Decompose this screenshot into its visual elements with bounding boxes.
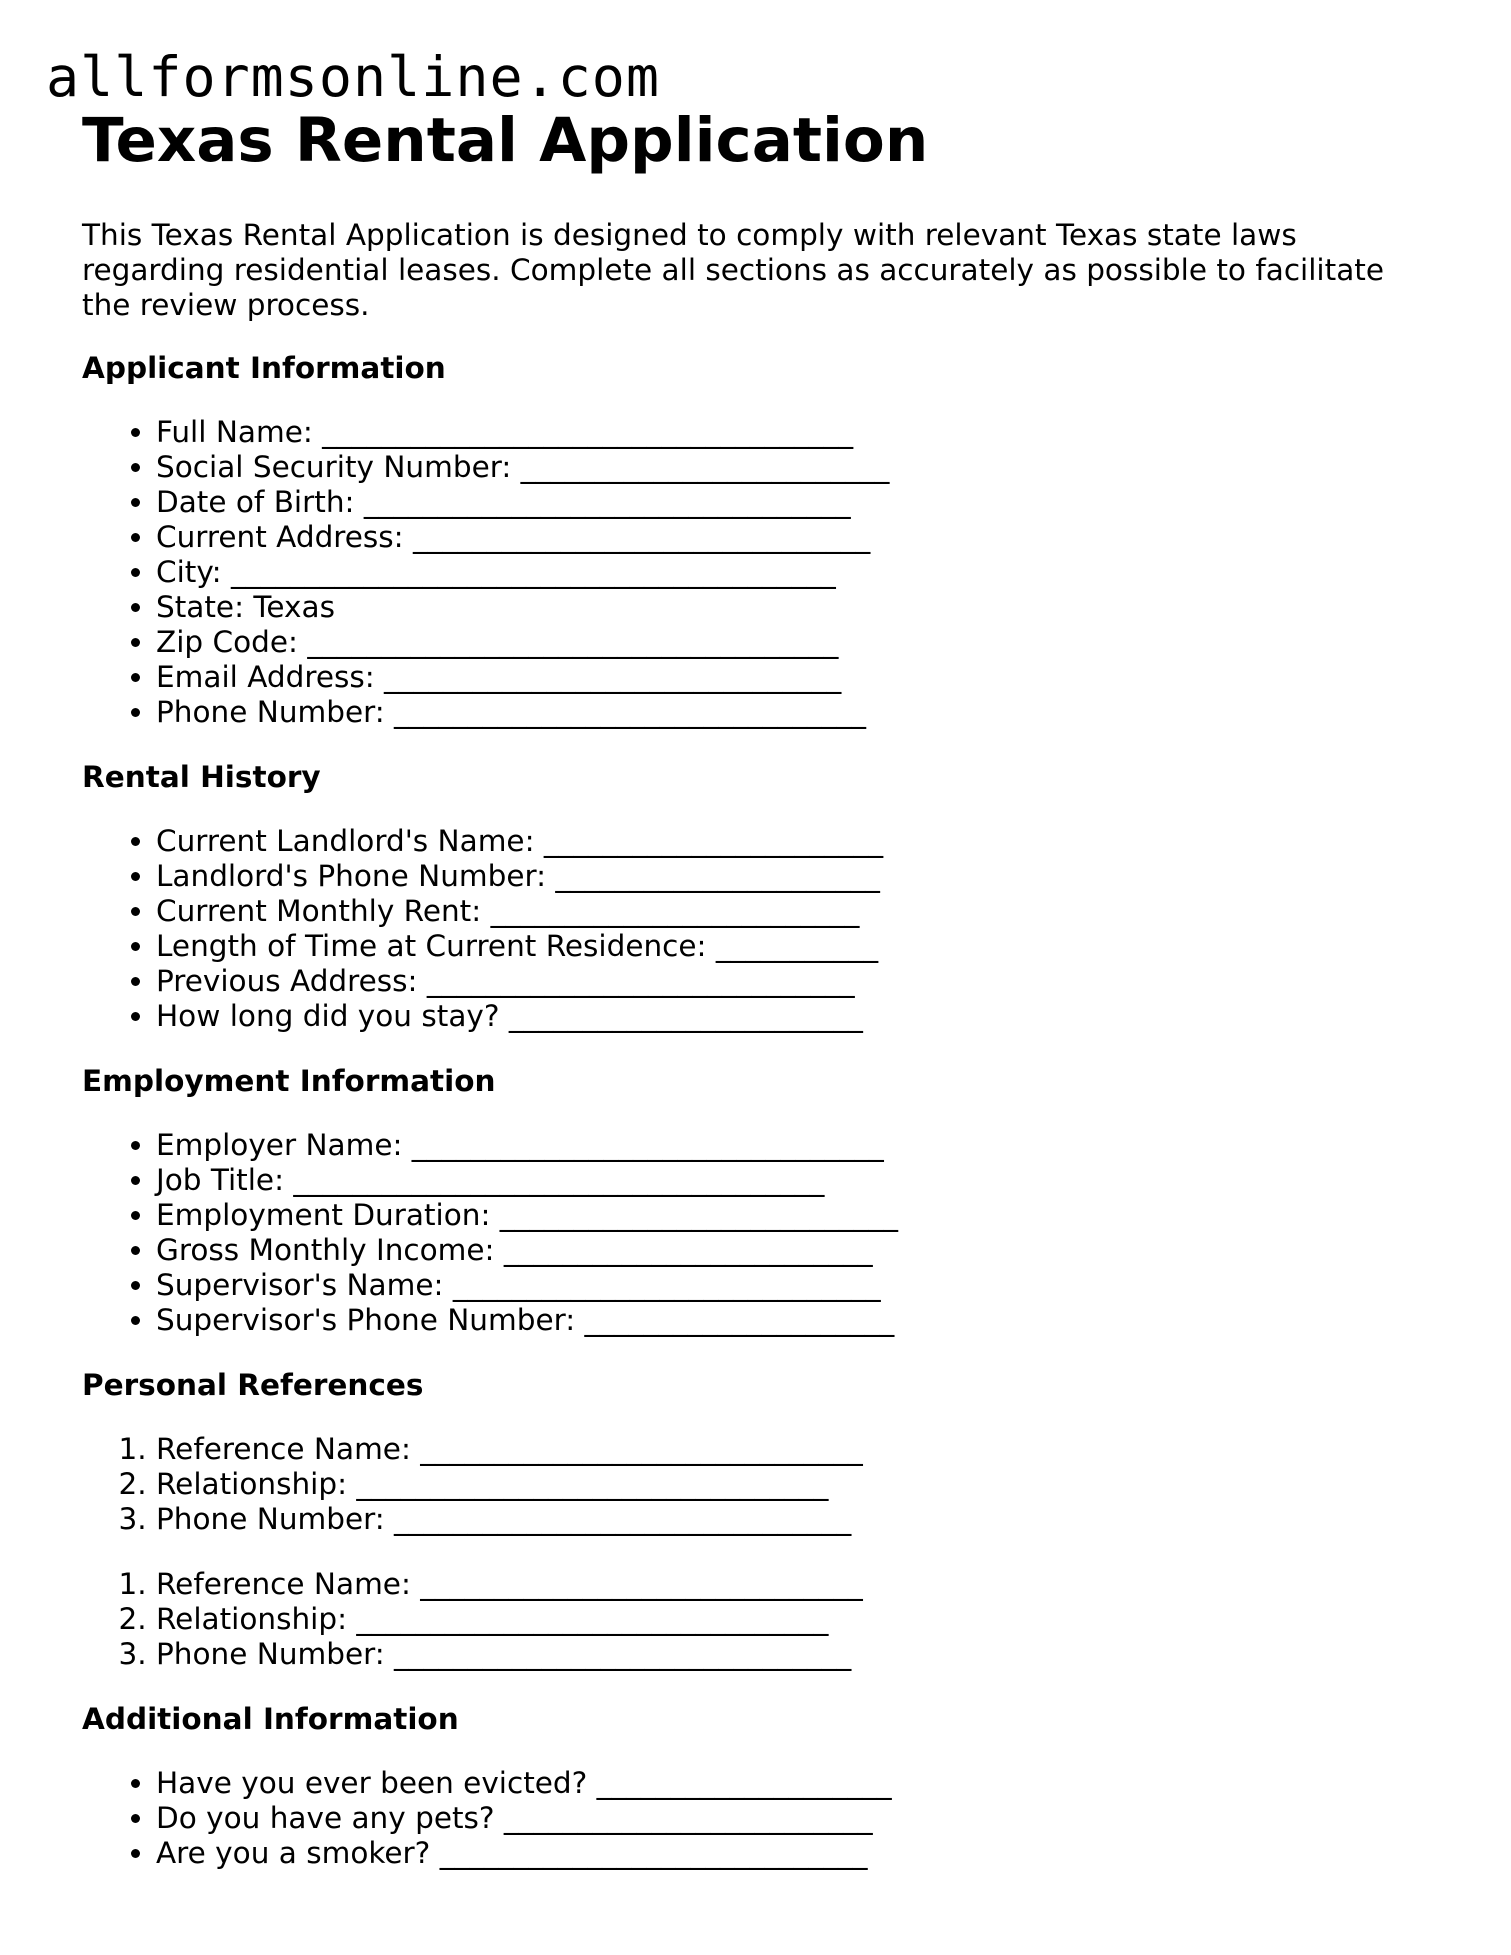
field-social-security-number[interactable]: • Social Security Number: _________________________ [156, 450, 1412, 485]
field-pets[interactable]: • Do you have any pets? _________________________ [156, 1801, 1412, 1836]
watermark: allformsonline.com [46, 45, 661, 109]
section-rental-history [82, 760, 1412, 1034]
field-reference-relationship[interactable]: 2. Relationship: ________________________________ [156, 1602, 1412, 1637]
section-employment-information [82, 1064, 1412, 1338]
field-job-title[interactable]: • Job Title: ____________________________________ [156, 1163, 1412, 1198]
field-list [82, 1128, 1412, 1338]
field-gross-monthly-income[interactable]: • Gross Monthly Income: _________________________ [156, 1233, 1412, 1268]
field-supervisor-name[interactable]: • Supervisor's Name: _____________________________ [156, 1268, 1412, 1303]
reference-list-2 [82, 1567, 1412, 1672]
field-reference-phone[interactable]: 3. Phone Number: _______________________________ [156, 1637, 1412, 1672]
field-landlord-name[interactable]: • Current Landlord's Name: _______________________ [156, 824, 1412, 859]
field-reference-relationship[interactable]: 2. Relationship: ________________________________ [156, 1467, 1412, 1502]
field-reference-phone[interactable]: 3. Phone Number: _______________________________ [156, 1502, 1412, 1537]
field-landlord-phone[interactable]: • Landlord's Phone Number: ______________________ [156, 859, 1412, 894]
field-list [82, 415, 1412, 730]
field-length-of-residence[interactable]: • Length of Time at Current Residence: ___________ [156, 929, 1412, 964]
page-title: Texas Rental Application [82, 105, 929, 176]
field-previous-stay-duration[interactable]: • How long did you stay? ________________________ [156, 999, 1412, 1034]
field-phone-number[interactable]: • Phone Number: ________________________________ [156, 695, 1412, 730]
field-employer-name[interactable]: • Employer Name: ________________________________ [156, 1128, 1412, 1163]
section-heading: Applicant Information [82, 351, 446, 385]
reference-list-1 [82, 1432, 1412, 1537]
field-date-of-birth[interactable]: • Date of Birth: _________________________________ [156, 485, 1412, 520]
section-additional-information [82, 1702, 1412, 1871]
field-zip-code[interactable]: • Zip Code: ____________________________________ [156, 625, 1412, 660]
field-employment-duration[interactable]: • Employment Duration: ___________________________ [156, 1198, 1412, 1233]
document [82, 104, 1412, 1871]
field-email-address[interactable]: • Email Address: _______________________________ [156, 660, 1412, 695]
field-list [82, 824, 1412, 1034]
section-personal-references [82, 1368, 1412, 1672]
field-previous-address[interactable]: • Previous Address: _____________________________ [156, 964, 1412, 999]
field-state: • State: Texas [156, 590, 1412, 625]
field-list [82, 1766, 1412, 1871]
field-monthly-rent[interactable]: • Current Monthly Rent: _________________________ [156, 894, 1412, 929]
section-applicant-information [82, 351, 1412, 730]
intro-paragraph: This Texas Rental Application is designed to comply with relevant Texas state laws regarding residential leases. Complete all sections as accurately as possible to facilitate the review process. [82, 218, 1384, 322]
field-reference-name[interactable]: 1. Reference Name: ______________________________ [156, 1567, 1412, 1602]
field-city[interactable]: • City: _________________________________________ [156, 555, 1412, 590]
field-current-address[interactable]: • Current Address: _______________________________ [156, 520, 1412, 555]
section-heading: Employment Information [82, 1064, 496, 1098]
field-reference-name[interactable]: 1. Reference Name: ______________________________ [156, 1432, 1412, 1467]
field-evicted[interactable]: • Have you ever been evicted? ____________________ [156, 1766, 1412, 1801]
section-heading: Personal References [82, 1368, 424, 1402]
section-heading: Additional Information [82, 1702, 459, 1736]
field-smoker[interactable]: • Are you a smoker? _____________________________ [156, 1836, 1412, 1871]
section-heading: Rental History [82, 760, 321, 794]
field-full-name[interactable]: • Full Name: ____________________________________ [156, 415, 1412, 450]
field-supervisor-phone[interactable]: • Supervisor's Phone Number: _____________________ [156, 1303, 1412, 1338]
